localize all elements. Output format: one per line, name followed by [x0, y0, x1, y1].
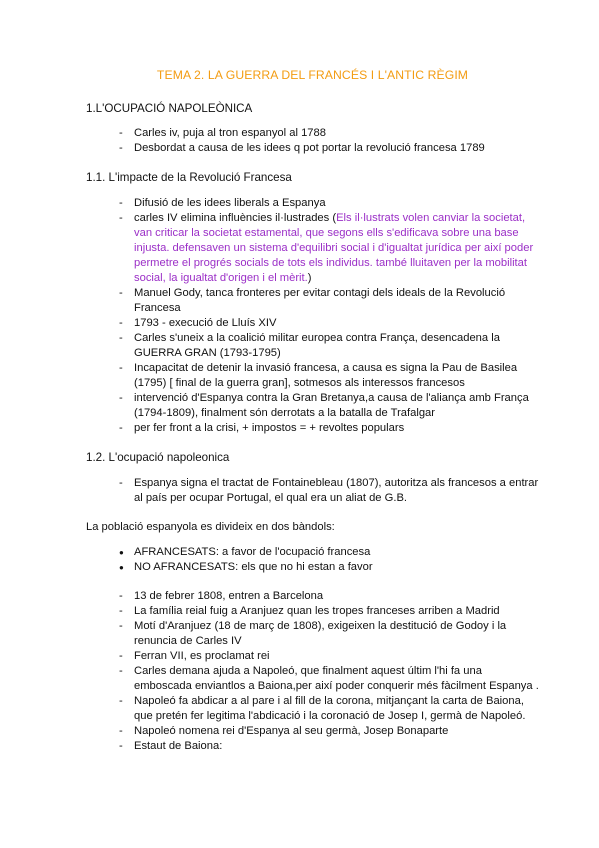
list-item: - intervenció d'Espanya contra la Gran Bretanya,a causa de l'aliança amb França (1794-1809), finalment són derrotats a la batalla de Trafalgar [119, 391, 539, 421]
list-item: - Difusió de les idees liberals a Espanya [119, 196, 539, 211]
document-title: TEMA 2. LA GUERRA DEL FRANCÉS I L'ANTIC RÈGIM [156, 68, 469, 82]
list-item: - Napoleó nomena rei d'Espanya al seu germà, Josep Bonaparte [119, 724, 539, 739]
list-item: - Carles iv, puja al tron espanyol al 1788 [119, 126, 539, 141]
list-item: - Manuel Gody, tanca fronteres per evitar contagi dels ideals de la Revolució Francesa [119, 286, 539, 316]
list-item: - La família reial fuig a Aranjuez quan les tropes franceses arriben a Madrid [119, 604, 539, 619]
list-item: - Incapacitat de detenir la invasió francesa, a causa es signa la Pau de Basilea (1795) [ final de la guerra gran], sotmesos als interessos francesos [119, 361, 539, 391]
illustrats-highlight: Els il·lustrats volen canviar la societat, van criticar la societat estamental, que segons ells s'edificava sobre una base injusta. defensaven un sistema d'equilibri social i d'igualtat jurídica per així poder permetre el progrés socials de tots els individus. també lluitaven per la mobilitat social, la igualtat d'origen i el mèrit. [134, 212, 534, 284]
list-item: - 13 de febrer 1808, entren a Barcelona [119, 589, 539, 604]
list-item: - Napoleó fa abdicar a al pare i al fill de la corona, mitjançant la carta de Baiona, que pretén fer legitima l'abdicació i la coronació de Josep I, germà de Napoleó. [119, 694, 539, 724]
list-item: - per fer front a la crisi, + impostos = + revoltes populars [119, 421, 539, 436]
section-heading-ocupacio: 1.L'OCUPACIÓ NAPOLEÒNICA [86, 102, 253, 115]
list-item: - Ferran VII, es proclamat rei [119, 649, 539, 664]
list-item: ● AFRANCESATS: a favor de l'ocupació francesa [119, 545, 539, 560]
section-heading-impacte: 1.1. L'impacte de la Revolució Francesa [86, 171, 292, 184]
list-item-illustrats [119, 211, 539, 286]
section-heading-ocupacio-napoleonica: 1.2. L'ocupació napoleonica [86, 451, 230, 464]
list-item: - Motí d'Aranjuez (18 de març de 1808), exigeixen la destitució de Godoy i la renuncia de Carles IV [119, 619, 539, 649]
illustrats-prefix: carles IV elimina influències il·lustrades ( [134, 212, 337, 224]
list-ocupacio-napoleonica [86, 476, 539, 506]
list-item: - Desbordat a causa de les idees q pot portar la revolució francesa 1789 [119, 141, 539, 156]
illustrats-suffix: ) [307, 272, 312, 284]
list-item: - Carles demana ajuda a Napoleó, que finalment aquest últim l'hi fa una emboscada enviantlos a Baiona,per així poder conquerir més fàcilment Espanya . [119, 664, 539, 694]
list-item: - 1793 - execució de Lluís XIV [119, 316, 539, 331]
list-item: - Carles s'uneix a la coalició militar europea contra França, desencadena la GUERRA GRAN (1793-1795) [119, 331, 539, 361]
list-item: ● NO AFRANCESATS: els que no hi estan a favor [119, 560, 539, 575]
list-item: - Estaut de Baiona: [119, 739, 539, 754]
list-ocupacio [86, 126, 539, 156]
list-item: - Espanya signa el tractat de Fontainebleau (1807), autoritza als francesos a entrar al país per ocupar Portugal, el qual era un aliat de G.B. [119, 476, 539, 506]
poblacio-text: La població espanyola es divideix en dos bàndols: [86, 521, 335, 533]
list-bandols [86, 545, 539, 575]
list-events [86, 589, 539, 754]
list-impacte [86, 196, 539, 436]
